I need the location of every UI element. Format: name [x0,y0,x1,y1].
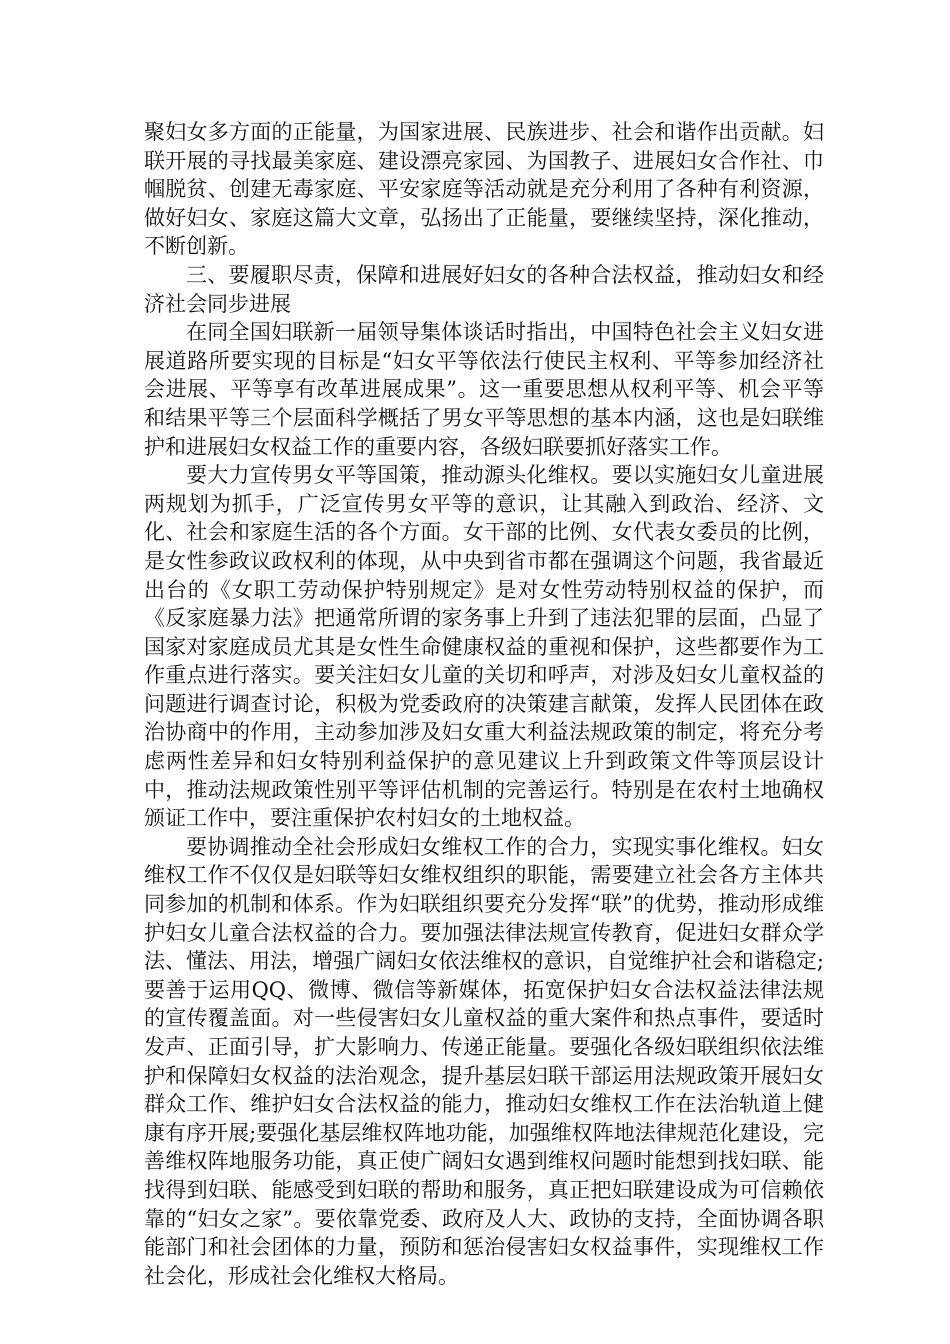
section-heading: 三、要履职尽责，保障和进展好妇女的各种合法权益，推动妇女和经济社会同步进展 [144,262,824,316]
paragraph-continuation: 聚妇女多方面的正能量，为国家进展、民族进步、社会和谐作出贡献。妇联开展的寻找最美家庭、建设漂亮家园、为国教子、进展妇女合作社、巾帼脱贫、创建无毒家庭、平安家庭等活动就是充分利用了各种有利资源，做好妇女、家庭这篇大文章，弘扬出了正能量，要继续坚持，深化推动，不断创新。 [144,120,824,259]
paragraph: 要大力宣传男女平等国策，推动源头化维权。要以实施妇女儿童进展两规划为抓手，广泛宣传男女平等的意识，让其融入到政治、经济、文化、社会和家庭生活的各个方面。女干部的比例、女代表女委员的比例，是女性参政议政权利的体现，从中央到省市都在强调这个问题，我省最近出台的《女职工劳动保护特别规定》是对女性劳动特别权益的保护，而《反家庭暴力法》把通常所谓的家务事上升到了违法犯罪的层面，凸显了国家对家庭成员尤其是女性生命健康权益的重视和保护，这些都要作为工作重点进行落实。要关注妇女儿童的关切和呼声，对涉及妇女儿童权益的问题进行调查讨论，积极为党委政府的决策建言献策，发挥人民团体在政治协商中的作用，主动参加涉及妇女重大利益法规政策的制定，将充分考虑两性差异和妇女特别利益保护的意见建议上升到政策文件等顶层设计中，推动法规政策性别平等评估机制的完善运行。特别是在农村土地确权颁证工作中，要注重保护农村妇女的土地权益。 [144,463,824,831]
paragraph: 在同全国妇联新一届领导集体谈话时指出，中国特色社会主义妇女进展道路所要实现的目标是“妇女平等依法行使民主权利、平等参加经济社会进展、平等享有改革进展成果”。这一重要思想从权利平等、机会平等和结果平等三个层面科学概括了男女平等思想的基本内涵，这也是妇联维护和进展妇女权益工作的重要内容，各级妇联要抓好落实工作。 [144,320,824,459]
document-page [144,118,824,1290]
paragraph: 要协调推动全社会形成妇女维权工作的合力，实现实事化维权。妇女维权工作不仅仅是妇联等妇女维权组织的职能，需要建立社会各方主体共同参加的机制和体系。作为妇联组织要充分发挥“联”的优势，推动形成维护妇女儿童合法权益的合力。要加强法律法规宣传教育，促进妇女群众学法、懂法、用法，增强广阔妇女依法维权的意识，自觉维护社会和谐稳定;要善于运用QQ、微博、微信等新媒体，拓宽保护妇女合法权益法律法规的宣传覆盖面。对一些侵害妇女儿童权益的重大案件和热点事件，要适时发声、正面引导，扩大影响力、传递正能量。要强化各级妇联组织依法维护和保障妇女权益的法治观念，提升基层妇联干部运用法规政策开展妇女群众工作、维护妇女合法权益的能力，推动妇女维权工作在法治轨道上健康有序开展;要强化基层维权阵地功能，加强维权阵地法律规范化建设，完善维权阵地服务功能，真正使广阔妇女遇到维权问题时能想到找妇联、能找得到妇联、能感受到妇联的帮助和服务，真正把妇联建设成为可信赖依靠的“妇女之家”。要依靠党委、政府及人大、政协的支持，全面协调各职能部门和社会团体的力量，预防和惩治侵害妇女权益事件，实现维权工作社会化，形成社会化维权大格局。 [144,834,824,1288]
